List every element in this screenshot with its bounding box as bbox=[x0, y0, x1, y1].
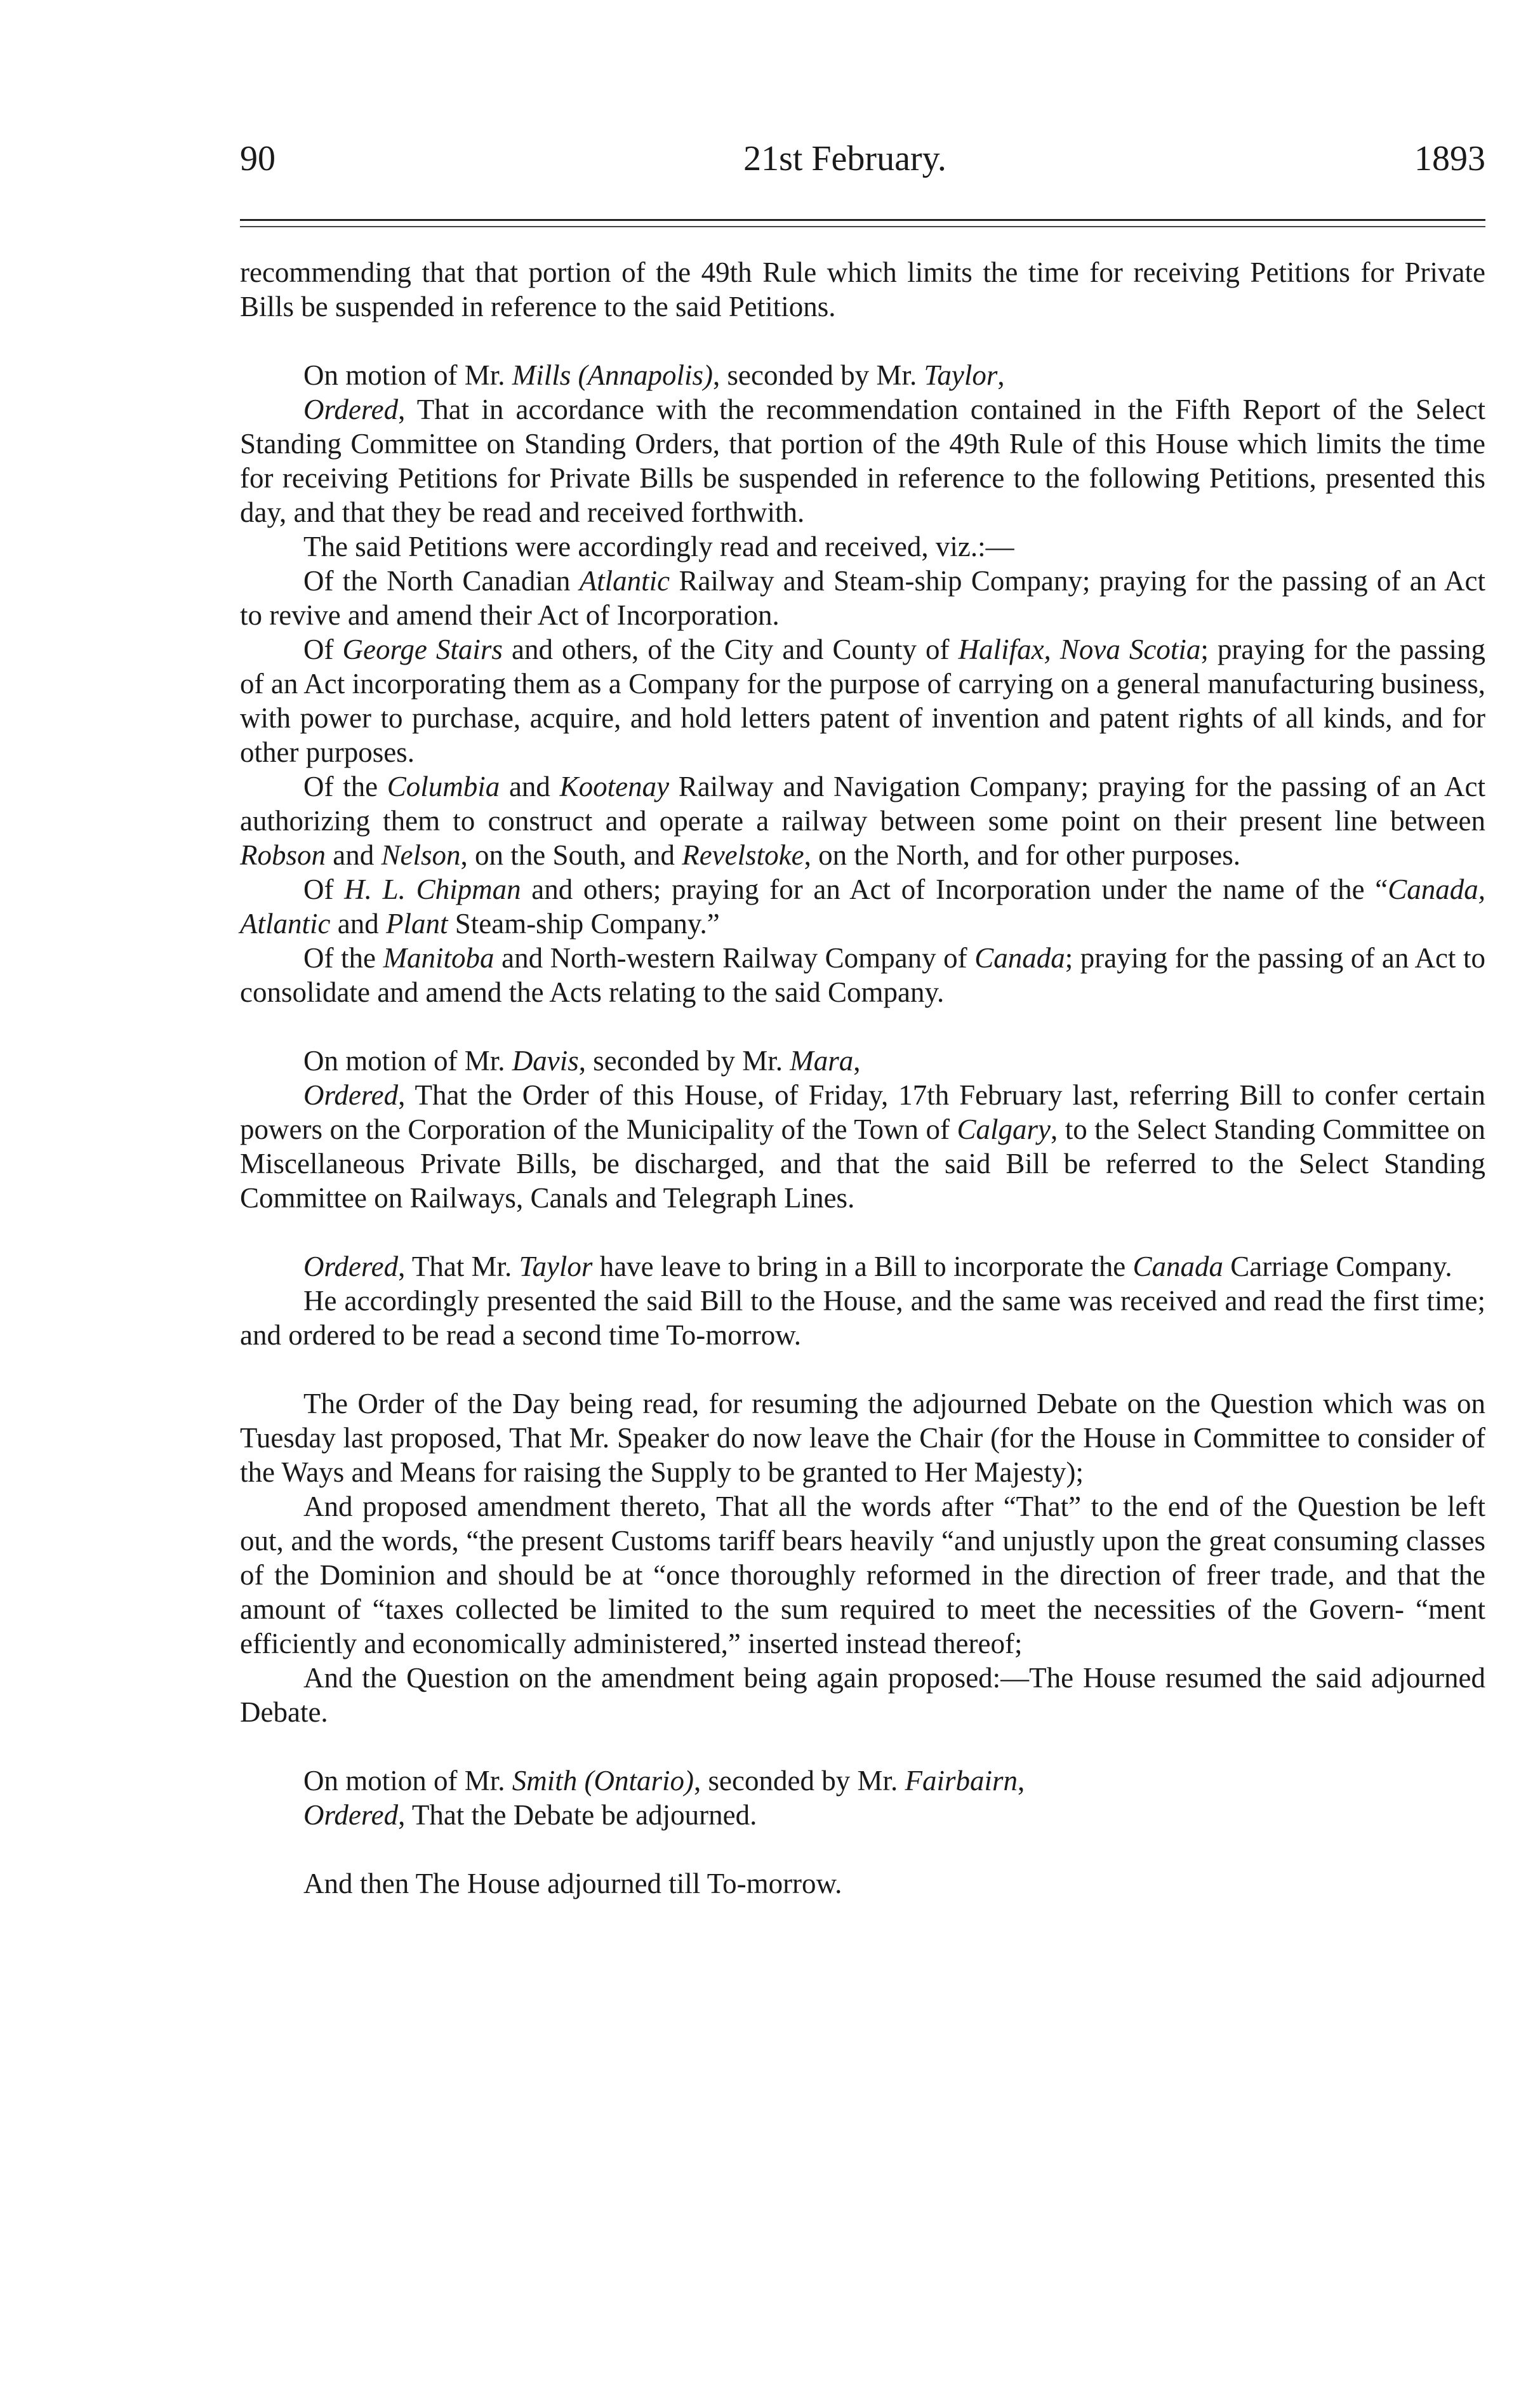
journal-paragraph: recommending that that portion of the 49th Rule which limits the time for receiving Petitions for Private Bills be suspended in reference to the said Petitions. bbox=[240, 256, 1485, 322]
page-year: 1893 bbox=[1414, 139, 1485, 178]
journal-paragraph: On motion of Mr. Smith (Ontario), seconded by Mr. Fairbairn, bbox=[303, 1765, 1025, 1797]
page-date: 21st February. bbox=[743, 139, 946, 178]
paragraph-gap bbox=[240, 1215, 1485, 1249]
journal-body bbox=[240, 255, 1485, 1901]
journal-paragraph: Ordered, That in accordance with the recommendation contained in the Fifth Report of the Select Standing Committee on Standing Orders, that portion of the 49th Rule of this House which limits the time for receiving Petitions for Private Bills be suspended in reference to the following Petitions, presented this day, and that they be read and received forthwith. bbox=[240, 394, 1485, 528]
page-number: 90 bbox=[240, 139, 275, 178]
page-header bbox=[240, 136, 1485, 197]
journal-page bbox=[240, 136, 1485, 1901]
journal-paragraph: Ordered, That the Order of this House, of Friday, 17th February last, referring Bill to confer certain powers on the Corporation of the Municipality of the Town of Calgary, to the Select Standing Committee on Miscellaneous Private Bills, be discharged, and that the said Bill be referred to the Select Standing Committee on Railways, Canals and Telegraph Lines. bbox=[240, 1079, 1485, 1214]
journal-paragraph: The said Petitions were accordingly read and received, viz.:— bbox=[303, 531, 1014, 562]
journal-paragraph: Ordered, That the Debate be adjourned. bbox=[303, 1799, 757, 1831]
journal-paragraph: And proposed amendment thereto, That all the words after “That” to the end of the Question be left out, and the words, “the present Customs tariff bears heavily “and unjustly upon the great consuming classes of the Dominion and should be at “once thoroughly reformed in the direction of freer trade, and that the amount of “taxes collected be limited to the sum required to meet the necessities of the Govern- “ment efficiently and economically administered,” inserted instead thereof; bbox=[240, 1491, 1485, 1659]
journal-paragraph: The Order of the Day being read, for resuming the adjourned Debate on the Question which was on Tuesday last proposed, That Mr. Speaker do now leave the Chair (for the House in Committee to consider of the Ways and Means for raising the Supply to be granted to Her Majesty); bbox=[240, 1388, 1485, 1488]
journal-paragraph: Of George Stairs and others, of the City and County of Halifax, Nova Scotia; praying for the passing of an Act incorporating them as a Company for the purpose of carrying on a general manufacturing business, with power to purchase, acquire, and hold letters patent of invention and patent rights of all kinds, and for other purposes. bbox=[240, 634, 1485, 768]
paragraph-gap bbox=[240, 324, 1485, 358]
journal-paragraph: Of the Manitoba and North-western Railway Company of Canada; praying for the passing of an Act to consolidate and amend the Acts relating to the said Company. bbox=[240, 942, 1485, 1008]
journal-paragraph: And then The House adjourned till To-morrow. bbox=[303, 1868, 842, 1899]
journal-paragraph: Of H. L. Chipman and others; praying for an Act of Incorporation under the name of the “Canada, Atlantic and Plant Steam-ship Company.” bbox=[240, 874, 1485, 940]
paragraph-gap bbox=[240, 1832, 1485, 1866]
header-rule bbox=[240, 219, 1485, 221]
journal-paragraph: On motion of Mr. Davis, seconded by Mr. Mara, bbox=[303, 1045, 861, 1077]
journal-paragraph: Ordered, That Mr. Taylor have leave to bring in a Bill to incorporate the Canada Carriage Company. bbox=[303, 1251, 1452, 1282]
paragraph-gap bbox=[240, 1729, 1485, 1764]
journal-paragraph: He accordingly presented the said Bill to the House, and the same was received and read the first time; and ordered to be read a second time To-morrow. bbox=[240, 1285, 1485, 1351]
journal-paragraph: Of the Columbia and Kootenay Railway and Navigation Company; praying for the passing of an Act authorizing them to construct and operate a railway between some point on their present line between Robson and Nelson, on the South, and Revelstoke, on the North, and for other purposes. bbox=[240, 771, 1485, 871]
header-rule-thin bbox=[240, 226, 1485, 227]
paragraph-gap bbox=[240, 1352, 1485, 1386]
paragraph-gap bbox=[240, 1009, 1485, 1044]
journal-paragraph: And the Question on the amendment being again proposed:—The House resumed the said adjourned Debate. bbox=[240, 1662, 1485, 1728]
journal-paragraph: On motion of Mr. Mills (Annapolis), seconded by Mr. Taylor, bbox=[303, 359, 1005, 391]
journal-paragraph: Of the North Canadian Atlantic Railway and Steam-ship Company; praying for the passing of an Act to revive and amend their Act of Incorporation. bbox=[240, 565, 1485, 631]
